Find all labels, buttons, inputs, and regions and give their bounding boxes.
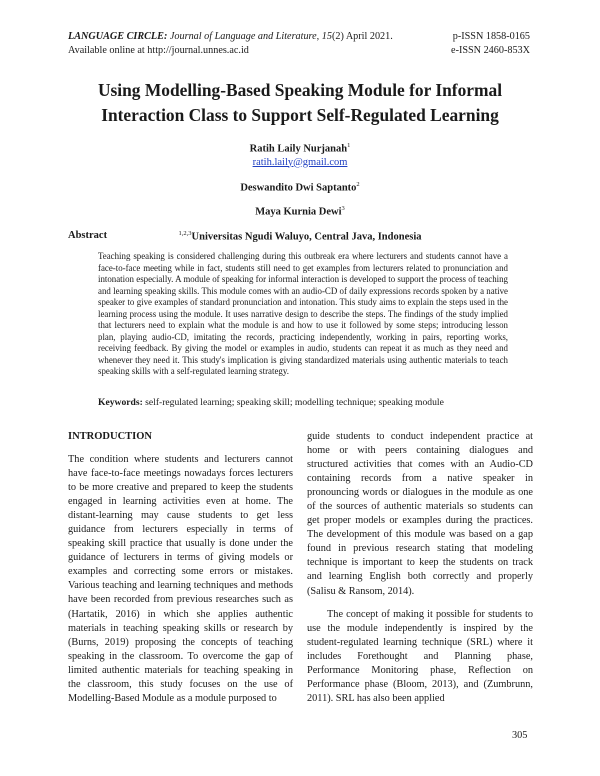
abstract-text: Teaching speaking is considered challenging during this outbreak era where lecturers and students cannot have a face-to-face meeting while in fact, students still need to get examples from lecturers related to pronunciation and intonation especially. A module of speaking for informal interaction is developed to support the process of teaching and learning speaking skills. This module comes with an audio-CD of daily expressions records spoken by a native speaker to give examples of standard pronunciation and intonation. This study aims to explain the steps used in the learning process using the module. It uses narrative design to describe the steps. The findings of the study implied that lecturers need to explain what the module is and how to use it followed by some steps; introducing lesson plan, playing audio-CD, imitating the records, practicing independently, working in pairs, reporting works, receiving feedback. By giving the model or examples in audio, students can repeat it as much as they need and whenever they need it. This study's implication is giving standardized materials using authentic materials to teach speaking skills with a self-regulated learning strategy. — [98, 251, 508, 377]
abstract-heading: Abstract — [68, 230, 108, 241]
paper-title — [60, 78, 540, 128]
journal-issue: (2) April 2021. — [331, 31, 393, 42]
journal-citation — [68, 30, 393, 44]
keywords — [98, 397, 518, 408]
author-2 — [0, 177, 600, 196]
p-issn: p-ISSN 1858-0165 — [452, 31, 530, 42]
author-3-name: Maya Kurnia Dewi — [255, 206, 342, 218]
author-2-name: Deswandito Dwi Saptanto — [240, 182, 357, 193]
intro-paragraph-right-2: The concept of making it possible for students to use the module independently is inspired by the student-regulated learning technique (SRL) where it includes Forethought and Planning phase, Performance Monitoring phase, Reflection on Performance phase (Bloom, 2013), and (Zumbrunn, 2011). SRL has also been applied — [307, 608, 533, 704]
page-number: 305 — [512, 730, 528, 741]
author-1 — [0, 138, 600, 157]
left-column — [68, 430, 293, 706]
affiliation-sup: 1,2,3 — [178, 229, 192, 237]
keywords-text: self-regulated learning; speaking skill; modelling technique; speaking module — [142, 397, 444, 408]
keywords-label: Keywords: — [98, 397, 143, 408]
author-1-sup: 1 — [347, 142, 351, 149]
title-line-2: Interaction Class to Support Self-Regulated Learning — [101, 105, 499, 125]
journal-volume: Journal of Language and Literature, 15 — [169, 31, 332, 42]
author-1-name: Ratih Laily Nurjanah — [249, 143, 348, 155]
journal-header — [68, 30, 530, 58]
intro-paragraph-left: The condition where students and lecturers cannot have face-to-face meetings nowadays forces lecturers to be more creative and prepared to keep the students engaged in learning activities even at home. The distant-learning may cause students to get less guidance from lecturers especially in terms of speaking skill practice that usually is done under the guidance of lecturers in terms of giving models or examples and correcting some errors or mistakes. Various teaching and learning techniques and methods have been recorded from previous researches such as (Hartatik, 2016) in which she applies authentic materials in teaching speaking skills or research by (Burns, 2019) proposing the concepts of teaching speaking in the classroom. To overcome the gap of limited authentic materials for teaching speaking in the classroom, this study focuses on the use of Modelling-Based Module as a module purposed to — [68, 454, 293, 704]
section-heading-introduction: INTRODUCTION — [68, 431, 153, 442]
affiliation-text: Universitas Ngudi Waluyo, Central Java, Indonesia — [191, 231, 422, 242]
intro-paragraph-right-1: guide students to conduct independent practice at home or with peers containing dialogues and structured activities that comes with an Audio-CD containing records from a native speaker in pronouncing words or dialogues in the module as one of the sources of authentic materials so students can get proper models or examples during the practices. The development of this module was based on a gap found in previous research stating that modeling technique is important to keep the students on track and learning English both correctly and properly (Salisu & Ransom, 2014). — [307, 431, 533, 597]
author-3-sup: 3 — [341, 205, 345, 212]
author-3 — [0, 201, 600, 220]
journal-name: LANGUAGE CIRCLE: — [68, 31, 168, 42]
author-block — [0, 138, 600, 244]
right-column — [307, 430, 533, 706]
author-1-email[interactable]: ratih.laily@gmail.com — [252, 156, 348, 168]
e-issn: e-ISSN 2460-853X — [451, 45, 530, 56]
title-line-1: Using Modelling-Based Speaking Module for Informal — [97, 80, 503, 100]
author-2-sup: 2 — [356, 180, 360, 188]
header-row-1 — [68, 30, 530, 44]
header-row-2 — [68, 44, 530, 58]
availability-link[interactable]: Available online at http://journal.unnes.ac.id — [68, 45, 249, 56]
